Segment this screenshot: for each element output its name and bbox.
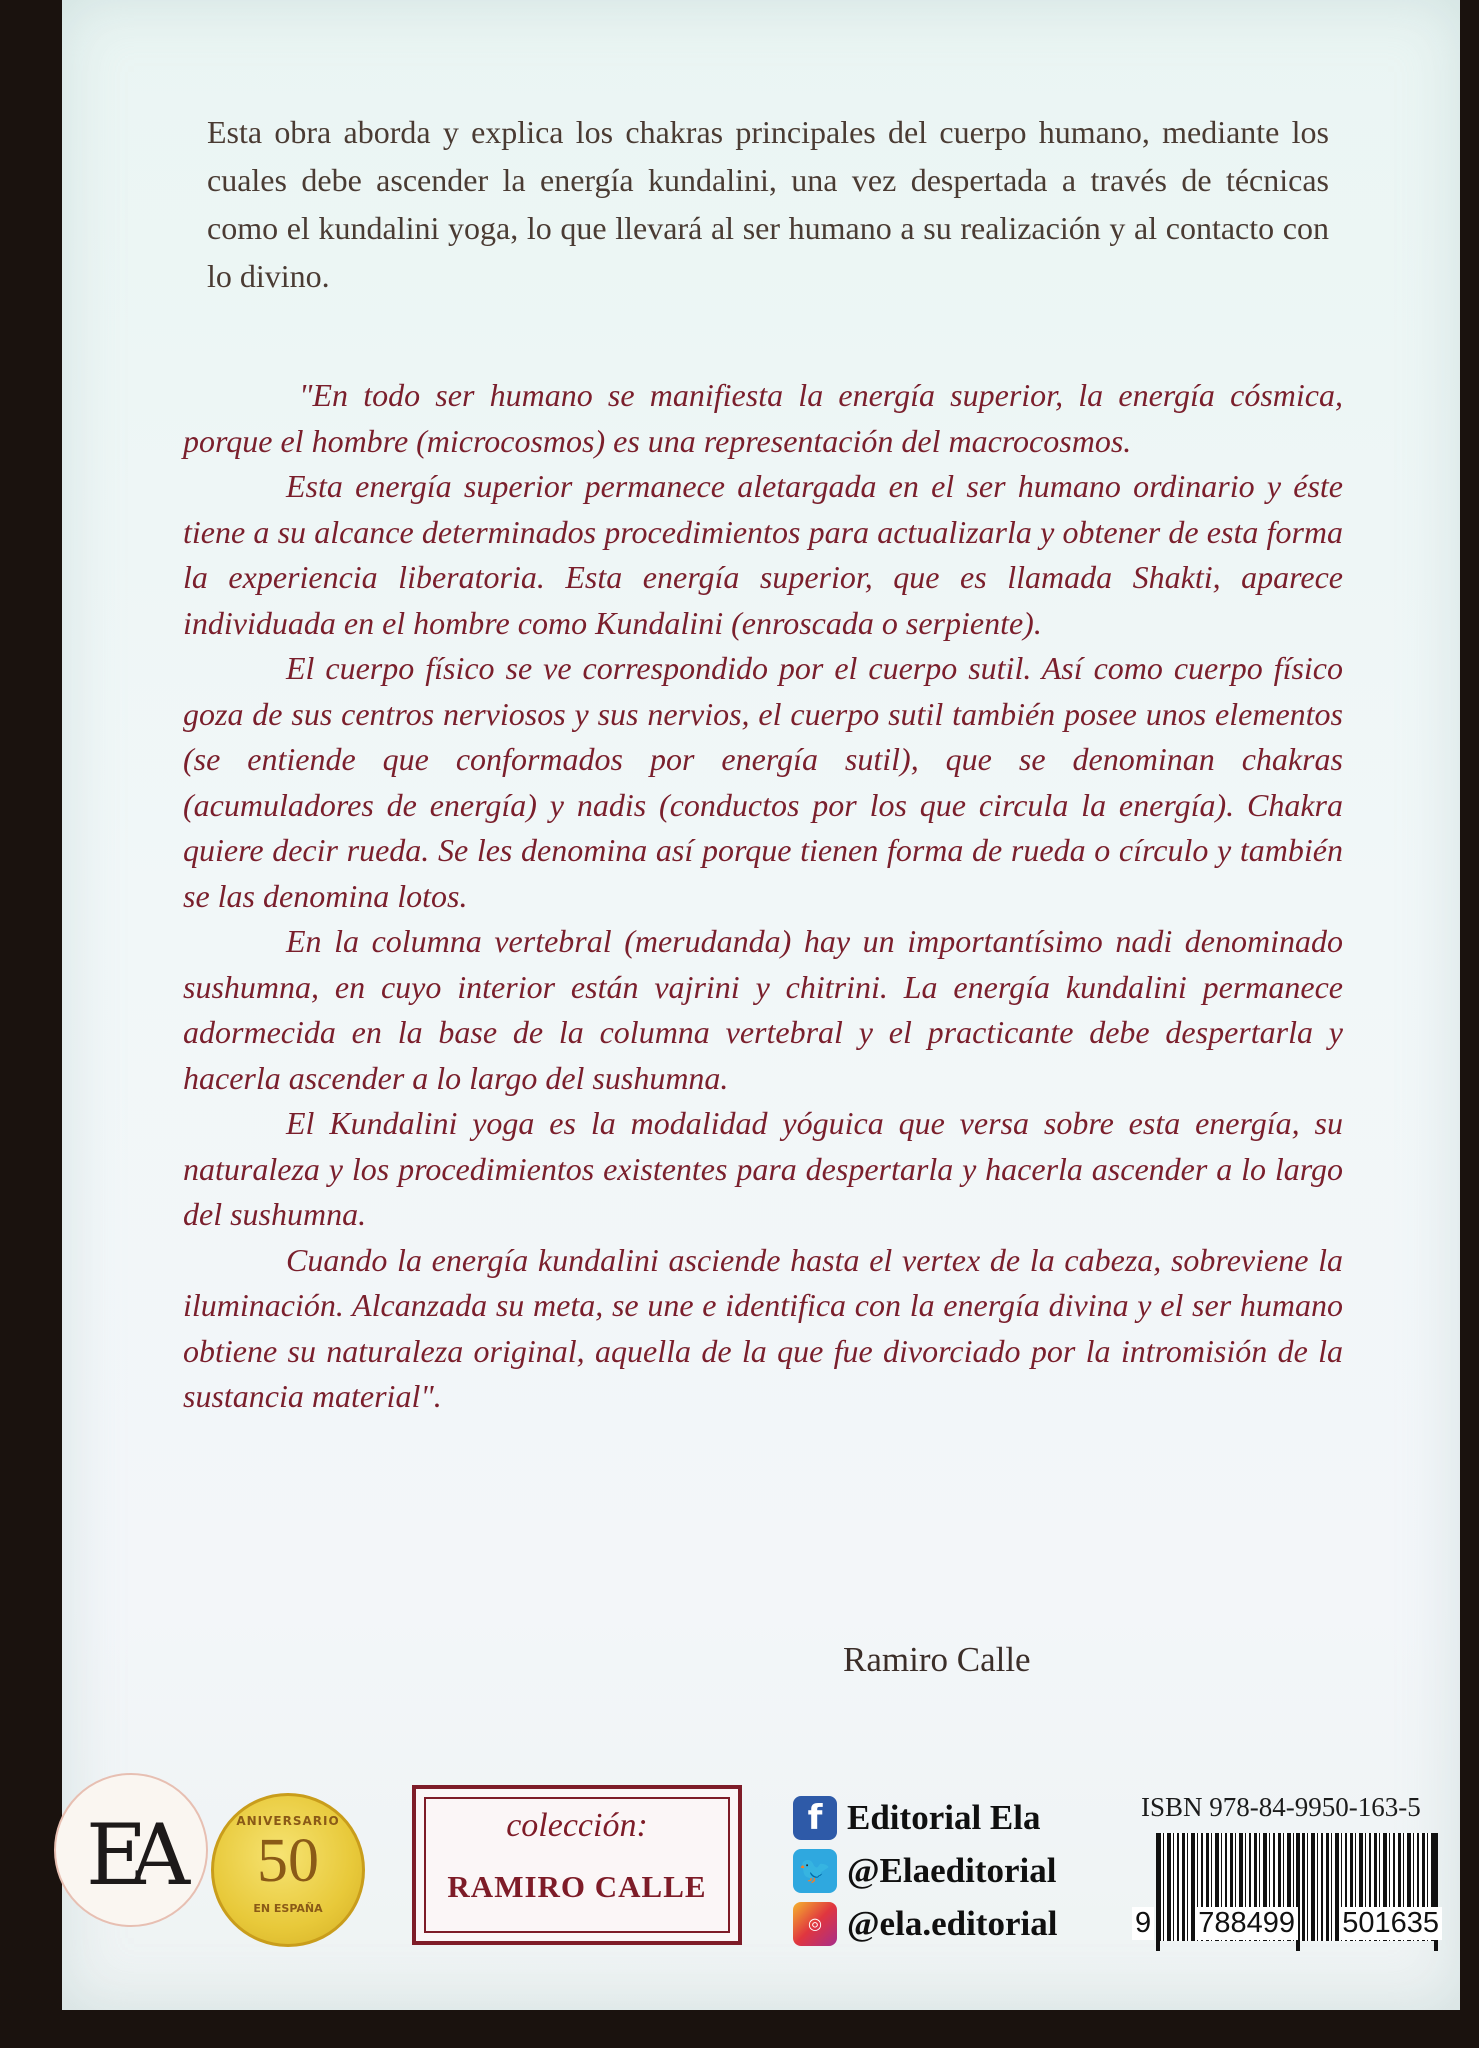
social-links: [793, 1791, 1057, 1950]
quote-paragraph: Cuando la energía kundalini asciende hasta el vertex de la cabeza, sobreviene la iluminación. Alcanzada su meta, se une e identifica con la energía divina y el ser humano obtiene su naturaleza original, aquella de la que fue divorciado por la intromisión de la sustancia material".: [183, 1241, 1343, 1414]
quote-block: [183, 373, 1343, 1420]
barcode-right-digits: 501635: [1339, 1907, 1442, 1940]
seal-bottom-text: EN ESPAÑA: [253, 1902, 323, 1915]
social-label: @Elaeditorial: [847, 1850, 1057, 1890]
author-signature: Ramiro Calle: [843, 1640, 1031, 1679]
barcode-first-digit: 9: [1132, 1907, 1154, 1940]
quote-paragraph: El cuerpo físico se ve correspondido por el cuerpo sutil. Así como cuerpo físico goza de sus centros nerviosos y sus nervios, el cuerpo sutil también posee unos elementos (se entiende que conformados por energía sutil), que se denominan chakras (acumuladores de energía) y nadis (conductos por los que circula la energía). Chakra quiere decir rueda. Se les denomina así porque tienen forma de rueda o círculo y también se las denomina lotos.: [183, 650, 1343, 914]
social-row-facebook[interactable]: [793, 1791, 1057, 1844]
logo-letters: EA: [86, 1806, 172, 1904]
social-label: Editorial Ela: [847, 1797, 1041, 1837]
social-row-instagram[interactable]: [793, 1897, 1057, 1950]
quote-paragraph: Esta energía superior permanece aletargada en el ser humano ordinario y éste tiene a su alcance determinados procedimientos para actualizarla y obtener de esta forma la experiencia liberatoria. Esta energía superior, que es llamada Shakti, aparece individuada en el hombre como Kundalini (enroscada o serpiente).: [183, 468, 1343, 641]
twitter-icon: 🐦: [793, 1849, 837, 1893]
publisher-logo: [54, 1773, 208, 1927]
seal-top-text: ANIVERSARIO: [236, 1814, 340, 1828]
quote-paragraph: En la columna vertebral (merudanda) hay un importantísimo nadi denominado sushumna, en cuyo interior están vajrini y chitrini. La energía kundalini permanece adormecida en la base de la columna vertebral y el practicante debe despertarla y hacerla ascender a lo largo del sushumna.: [183, 923, 1343, 1096]
facebook-icon: f: [793, 1796, 837, 1840]
social-label: @ela.editorial: [847, 1903, 1058, 1943]
quote-paragraph: El Kundalini yoga es la modalidad yóguica que versa sobre esta energía, su naturaleza y los procedimientos existentes para despertarla y hacerla ascender a lo largo del sushumna.: [183, 1105, 1343, 1232]
barcode-digits: [1132, 1907, 1442, 1940]
quote-paragraph: "En todo ser humano se manifiesta la energía superior, la energía cósmica, porque el hombre (microcosmos) es una representación del macrocosmos.: [183, 377, 1343, 459]
collection-name: RAMIRO CALLE: [447, 1869, 707, 1904]
anniversary-seal: [211, 1793, 365, 1947]
social-row-twitter[interactable]: [793, 1844, 1057, 1897]
seal-number: 50: [257, 1827, 319, 1895]
isbn-text: ISBN 978-84-9950-163-5: [1141, 1792, 1421, 1822]
collection-box: [412, 1785, 742, 1945]
instagram-icon: ◎: [793, 1902, 837, 1946]
collection-label: colección:: [506, 1807, 648, 1844]
barcode-left-digits: 788499: [1195, 1907, 1298, 1940]
intro-paragraph: Esta obra aborda y explica los chakras principales del cuerpo humano, mediante los cuales debe ascender la energía kundalini, una vez despertada a través de técnicas como el kundalini yoga, lo que llevará al ser humano a su realización y al contacto con lo divino.: [207, 114, 1329, 294]
